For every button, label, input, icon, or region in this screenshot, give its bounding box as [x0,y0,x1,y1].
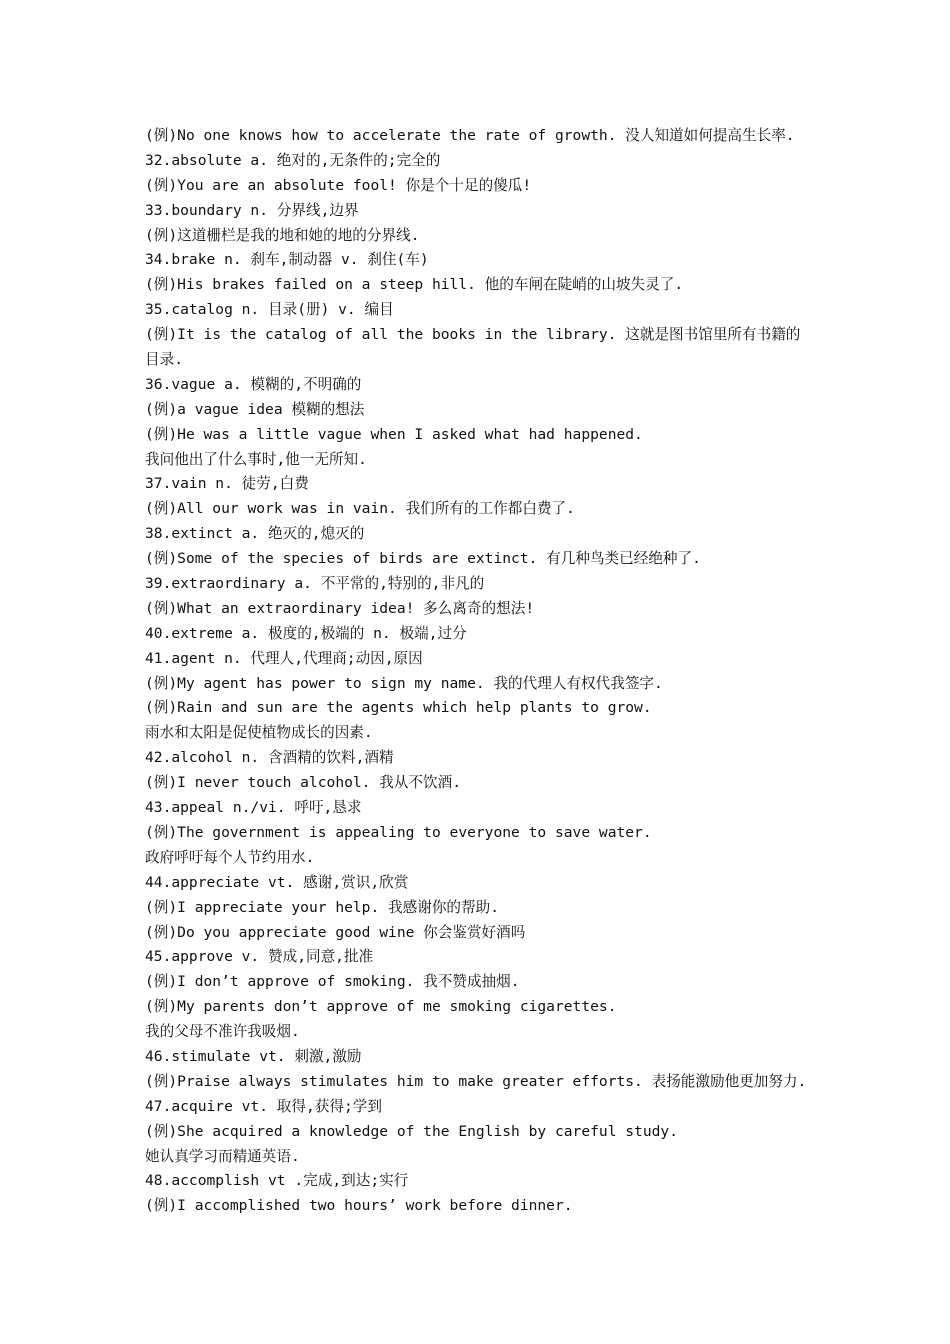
example-line: (例)It is the catalog of all the books in the library. 这就是图书馆里所有书籍的 [145,326,801,344]
entry-accomplish: 48.accomplish vt .完成,到达;实行 [145,1172,409,1190]
example-line: (例)My agent has power to sign my name. 我的代理人有权代我签字. [145,674,663,692]
example-line: (例)这道栅栏是我的地和她的地的分界线. [145,226,420,244]
example-line: (例)He was a little vague when I asked what had happened. [145,425,643,443]
example-translation: 政府呼吁每个人节约用水. [145,848,315,866]
example-line: (例)I never touch alcohol. 我从不饮酒. [145,774,462,792]
example-continuation: 目录. [145,351,183,369]
entry-appreciate: 44.appreciate vt. 感谢,赏识,欣赏 [145,873,409,891]
entry-extinct: 38.extinct a. 绝灭的,熄灭的 [145,525,365,543]
example-line: (例)His brakes failed on a steep hill. 他的车闸在陡峭的山坡失灵了. [145,276,684,294]
entry-boundary: 33.boundary n. 分界线,边界 [145,201,359,219]
entry-stimulate: 46.stimulate vt. 刺激,激励 [145,1047,362,1065]
entry-absolute: 32.absolute a. 绝对的,无条件的;完全的 [145,151,441,169]
example-line: (例)Praise always stimulates him to make greater efforts. 表扬能激励他更加努力. [145,1072,807,1090]
example-line: (例)Some of the species of birds are extinct. 有几种鸟类已经绝种了. [145,550,701,568]
entry-vague: 36.vague a. 模糊的,不明确的 [145,375,362,393]
example-line: (例)I appreciate your help. 我感谢你的帮助. [145,898,499,916]
example-line: (例)a vague idea 模糊的想法 [145,400,365,418]
entry-approve: 45.approve v. 赞成,同意,批准 [145,948,374,966]
example-line: (例)Do you appreciate good wine 你会鉴赏好酒吗 [145,923,526,941]
entry-extraordinary: 39.extraordinary a. 不平常的,特别的,非凡的 [145,575,485,593]
example-line: (例)I don’t approve of smoking. 我不赞成抽烟. [145,973,520,991]
entry-acquire: 47.acquire vt. 取得,获得;学到 [145,1097,382,1115]
example-line: (例)All our work was in vain. 我们所有的工作都白费了. [145,500,575,518]
entry-appeal: 43.appeal n./vi. 呼吁,恳求 [145,799,362,817]
example-line: (例)No one knows how to accelerate the rate of growth. 没人知道如何提高生长率. [145,127,795,144]
example-line: (例)I accomplished two hours’ work before dinner. [145,1197,573,1215]
example-line: (例)You are an absolute fool! 你是个十足的傻瓜! [145,176,532,194]
example-translation: 我的父母不准许我吸烟. [145,1023,300,1041]
example-translation: 我问他出了什么事时,他一无所知. [145,450,367,468]
example-translation: 雨水和太阳是促使植物成长的因素. [145,724,373,742]
example-line: (例)My parents don’t approve of me smoking cigarettes. [145,998,617,1016]
entry-catalog: 35.catalog n. 目录(册) v. 编目 [145,301,394,319]
entry-agent: 41.agent n. 代理人,代理商;动因,原因 [145,649,423,667]
entry-alcohol: 42.alcohol n. 含酒精的饮料,酒精 [145,749,394,767]
example-line: (例)Rain and sun are the agents which help plants to grow. [145,699,652,717]
example-line: (例)She acquired a knowledge of the English by careful study. [145,1122,678,1140]
vocabulary-list [145,124,815,1219]
entry-brake: 34.brake n. 刹车,制动器 v. 刹住(车) [145,251,429,269]
example-line: (例)The government is appealing to everyone to save water. [145,823,652,841]
entry-extreme: 40.extreme a. 极度的,极端的 n. 极端,过分 [145,624,467,642]
example-translation: 她认真学习而精通英语. [145,1147,300,1165]
entry-vain: 37.vain n. 徒劳,白费 [145,475,309,493]
example-line: (例)What an extraordinary idea! 多么离奇的想法! [145,599,535,617]
